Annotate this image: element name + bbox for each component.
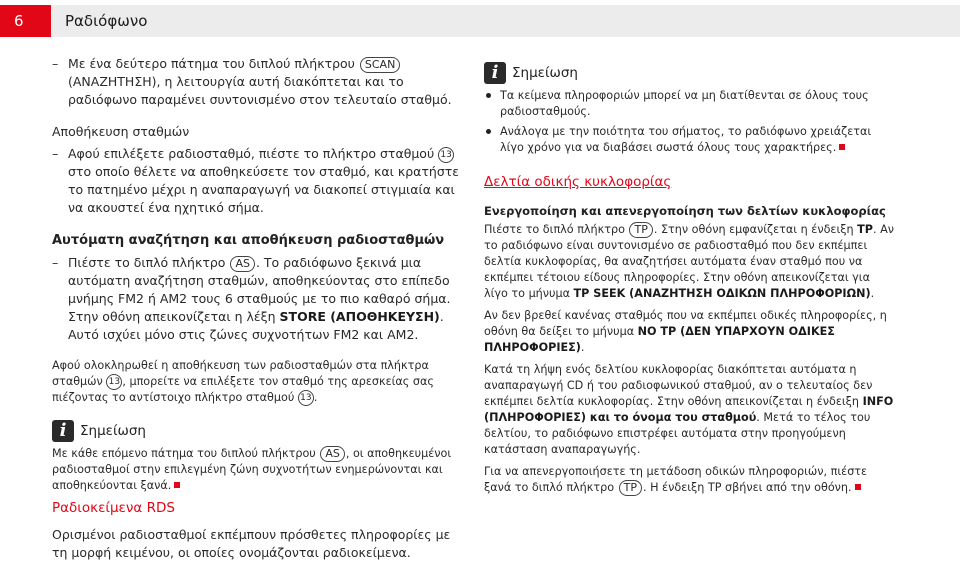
station-key-circle: 13 [106,374,122,390]
auto-section-title: Αυτόματη αναζήτηση και αποθήκευση ραδιοσταθμών [52,233,445,248]
scan-key: SCAN [360,57,400,73]
tp-key: TP [619,480,642,496]
info-icon: i [52,420,74,442]
note-box [484,62,894,156]
as-key: AS [320,446,345,462]
rds-section [52,500,460,562]
auto-step: – Πιέστε το διπλό πλήκτρο AS . Το ραδιόφωνο ξεκινά μια αυτόματη αναζήτηση σταθμών, αποθηκεύοντας στο επίπεδο μνήμης FM2 ή AM2 τους 6 σταθμούς με το πιο καθαρό σήμα. Στην οθόνη απεικονίζεται η λέξη STORE (ΑΠΟΘΗΚΕΥΣΗ). Αυτό ισχύει μόνο στις ζώνες συχνοτήτων FM2 και AM2. [52,255,451,342]
after-store-paragraph: Αφού ολοκληρωθεί η αποθήκευση των ραδιοσταθμών στα πλήκτρα σταθμών 13 , μπορείτε να επιλέξετε τον σταθμό της αρεσκείας σας πιέζοντας το αντίστοιχο πλήκτρο σταθμού 13 . [52,359,434,404]
intro-step: – Με ένα δεύτερο πάτημα του διπλού πλήκτρου SCAN (ΑΝΑΖΗΤΗΣΗ), η λειτουργία αυτή διακόπτεται και το ραδιόφωνο παραμένει συντονισμένο στον τελευταίο σταθμό. [52,56,452,107]
end-marker-icon [174,482,180,488]
page-number: 6 [0,5,51,37]
station-key-circle: 13 [438,147,454,163]
bullet-dot-icon [486,129,491,134]
end-marker-icon [839,144,845,150]
tp-key: TP [629,222,652,238]
traffic-paragraph-3: Κατά τη λήψη ενός δελτίου κυκλοφορίας διακόπτεται αυτόματα η αναπαραγωγή CD ή του ραδιοφωνικού σταθμού, αν ο τελευταίος δεν εκπέμπει δελτία κυκλοφορίας. Στην οθόνη απεικονίζεται η ένδειξη INFO (ΠΛΗΡΟΦΟΡΙΕΣ) και το όνομα του σταθμού. Μετά το τέλος του δελτίου, το ραδιόφωνο επιστρέφει αυτόματα στην προηγούμενη κατάσταση αναπαραγωγής. [484,363,894,456]
as-key: AS [230,256,255,272]
traffic-section-title: Δελτία οδικής κυκλοφορίας [484,174,672,190]
right-column [484,62,894,496]
note-box [52,420,460,494]
note-title: Σημείωση [512,65,578,81]
left-column [52,55,460,494]
note-bullet: Ανάλογα με την ποιότητα του σήματος, το ραδιόφωνο χρειάζεται λίγο χρόνο για να διαβάσει σωστά όλους τους χαρακτήρες. [484,124,894,156]
note-bullet: Τα κείμενα πληροφοριών μπορεί να μη διατίθενται σε όλους τους ραδιοσταθμούς. [484,88,894,120]
page-header [0,5,960,37]
store-step: – Αφού επιλέξετε ραδιοσταθμό, πιέστε το πλήκτρο σταθμού 13 στο οποίο θέλετε να αποθηκεύσετε τον σταθμό, και κρατήστε το πατημένο μέχρι η αναπαραγωγή να διακοπεί στιγμιαία και να ακουστεί ένα ηχητικό σήμα. [52,146,460,215]
chapter-title: Ραδιόφωνο [51,5,960,37]
traffic-subtitle: Ενεργοποίηση και απενεργοποίηση των δελτίων κυκλοφορίας [484,204,886,218]
note-title: Σημείωση [80,423,146,439]
rds-text: Ορισμένοι ραδιοσταθμοί εκπέμπουν πρόσθετες πληροφορίες με τη μορφή κειμένου, οι οποίες ονομάζονται ραδιοκείμενα. [52,527,451,560]
bullet-dot-icon [486,93,491,98]
station-key-circle: 13 [298,390,314,406]
traffic-paragraph-4: Για να απενεργοποιήσετε τη μετάδοση οδικών πληροφοριών, πιέστε ξανά το διπλό πλήκτρο TP . Η ένδειξη TP σβήνει από την οθόνη. [484,465,868,494]
note-text: Με κάθε επόμενο πάτημα του διπλού πλήκτρου AS , οι αποθηκευμένοι ραδιοσταθμοί στην επιλεγμένη ζώνη συχνοτήτων ενημερώνονται και αποθηκεύονται ξανά. [52,447,452,492]
store-section-title: Αποθήκευση σταθμών [52,124,190,139]
rds-title: Ραδιοκείμενα RDS [52,500,175,516]
end-marker-icon [855,484,861,490]
traffic-paragraph-1: Πιέστε το διπλό πλήκτρο TP . Στην οθόνη εμφανίζεται η ένδειξη TP. Αν το ραδιόφωνο είναι συντονισμένο σε ραδιοσταθμό που δεν εκπέμπει δελτία κυκλοφορίας, θα αναζητήσει αυτόματα έναν σταθμό που να εκπέμπει τέτοιου είδους πληροφορίες. Στην οθόνη απεικονίζεται για λίγο το μήνυμα TP SEEK (ΑΝΑΖΗΤΗΣΗ ΟΔΙΚΩΝ ΠΛΗΡΟΦΟΡΙΩΝ). [484,223,894,300]
info-icon: i [484,62,506,84]
traffic-paragraph-2: Αν δεν βρεθεί κανένας σταθμός που να εκπέμπει οδικές πληροφορίες, η οθόνη θα δείξει το μήνυμα NO TP (ΔΕΝ ΥΠΑΡΧΟΥΝ ΟΔΙΚΕΣ ΠΛΗΡΟΦΟΡΙΕΣ). [484,309,887,354]
